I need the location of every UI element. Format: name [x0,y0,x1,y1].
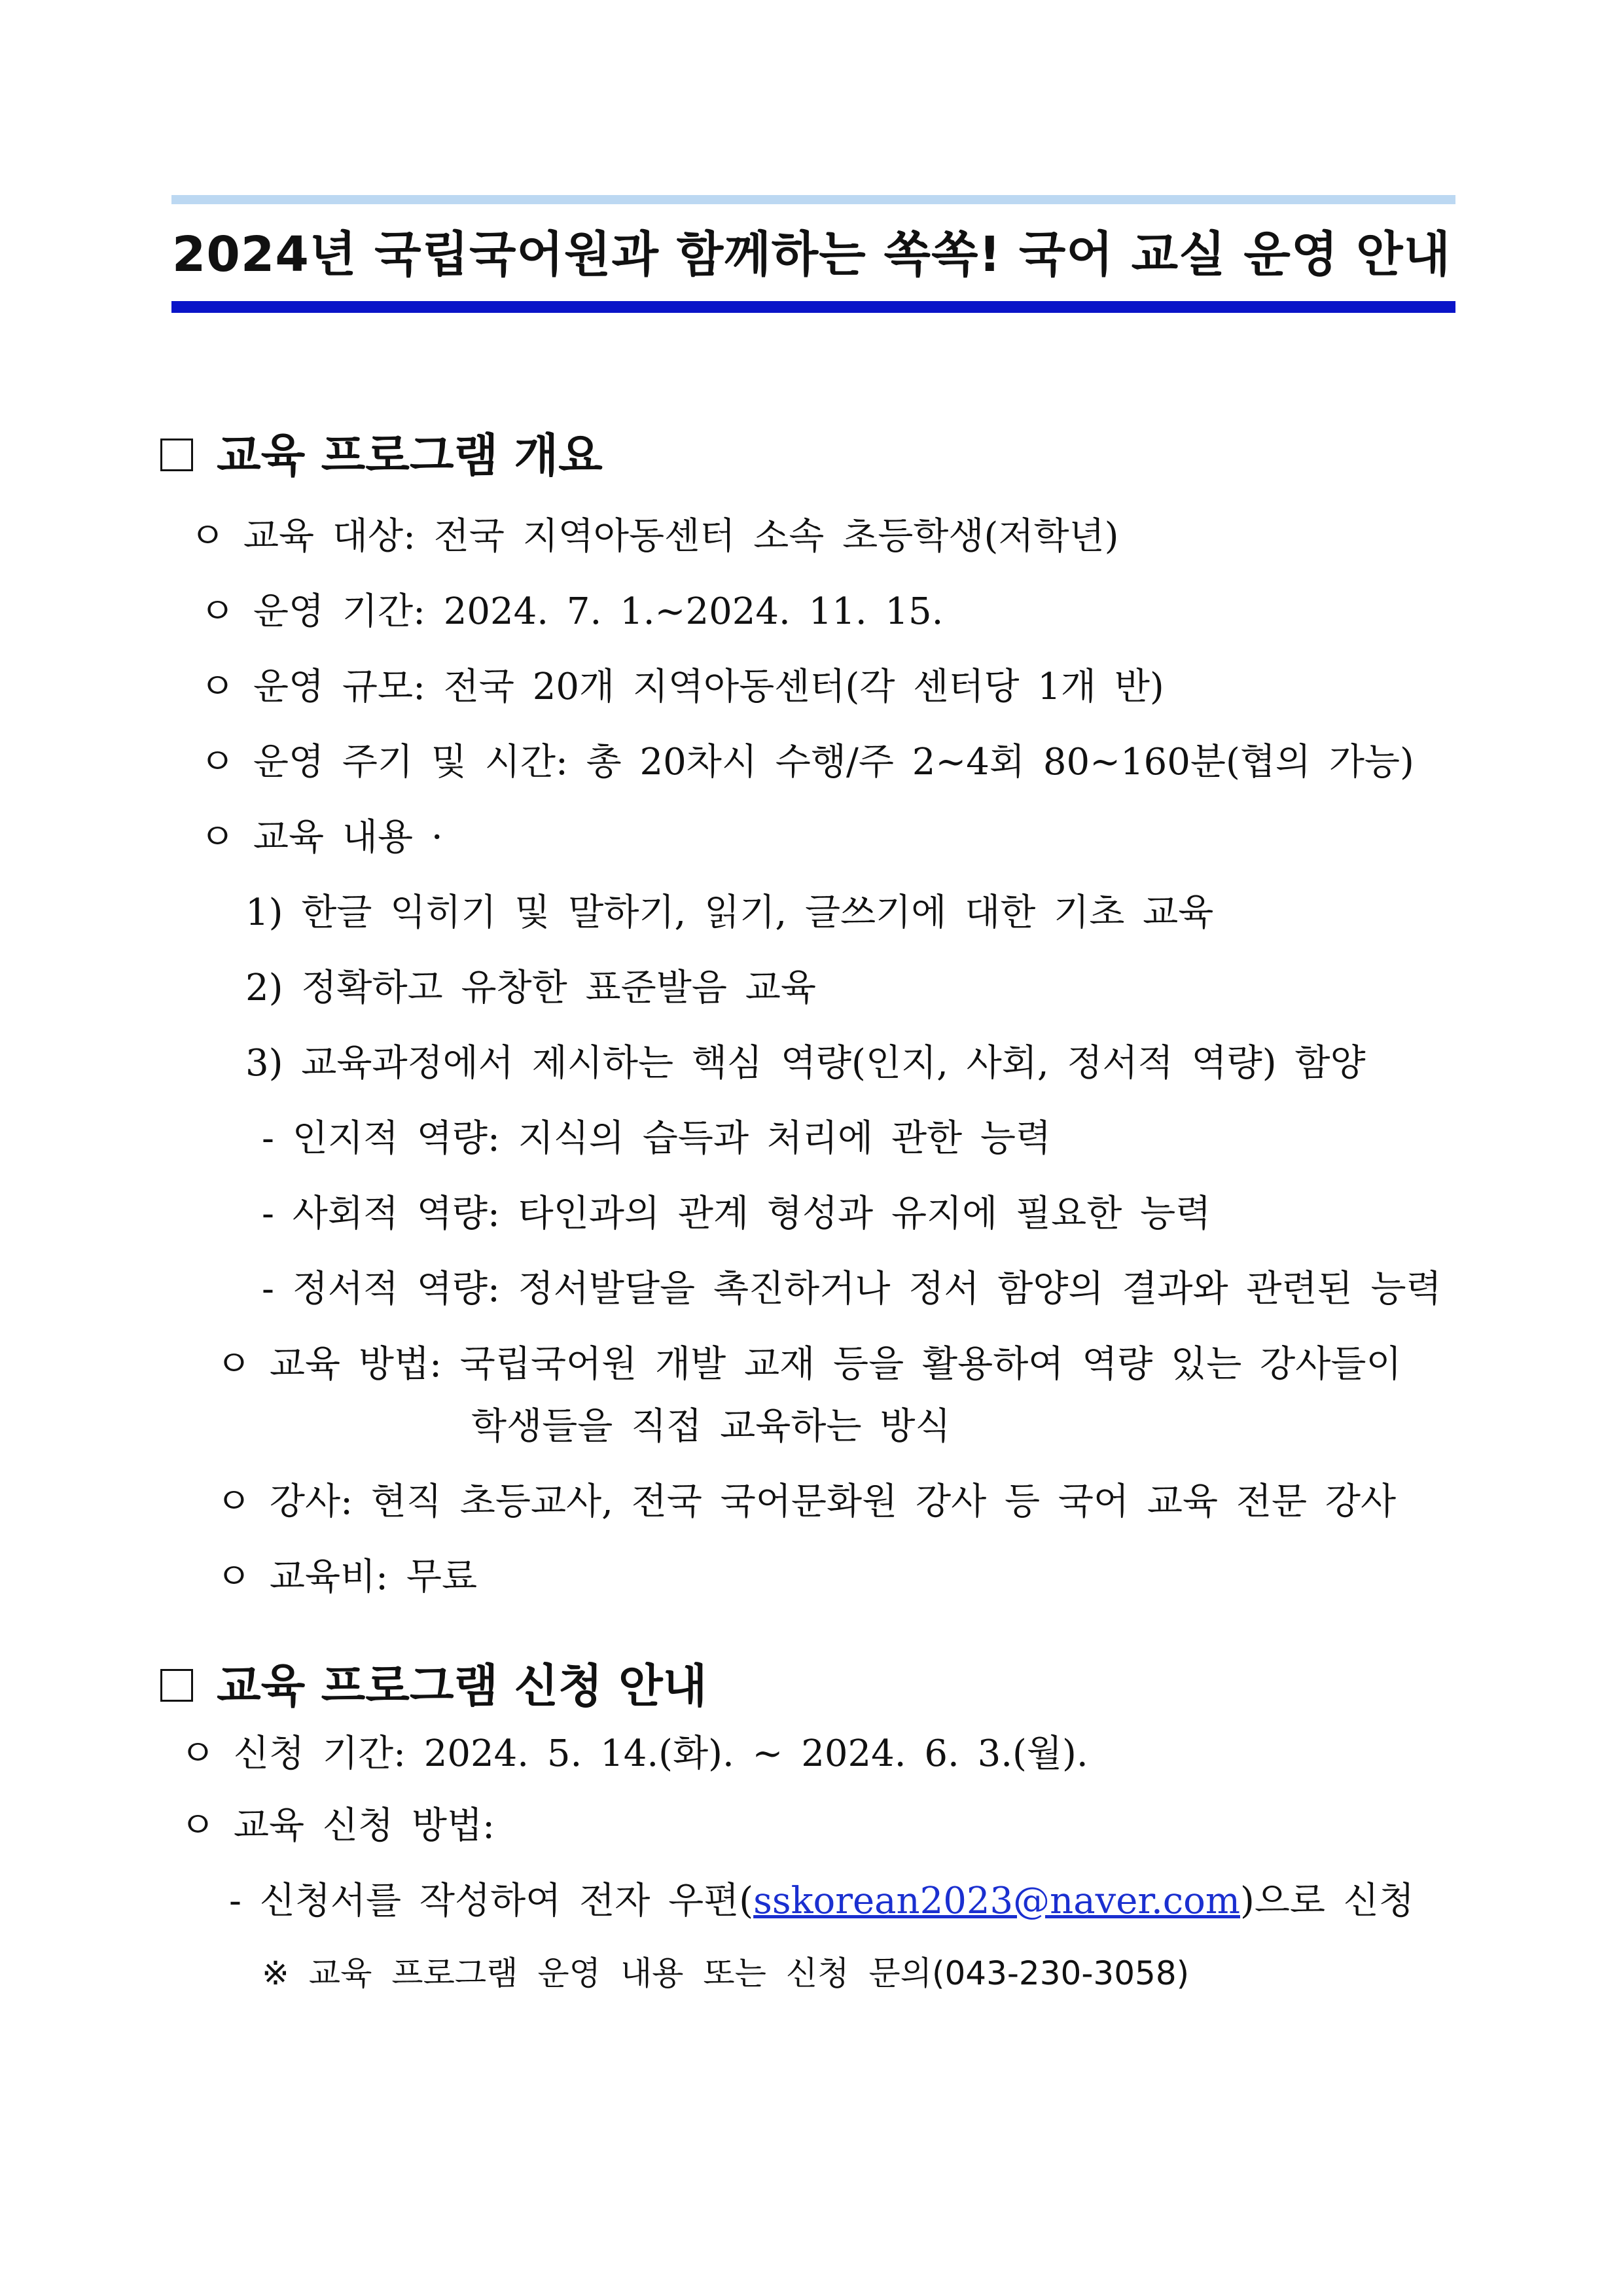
apply-prefix: - 신청서를 작성하여 전자 우편( [229,1880,754,1922]
apply-period: ㅇ 신청 기간: 2024. 5. 14.(화). ~ 2024. 6. 3.(월). [180,1732,1088,1775]
list-item-contents: ㅇ 교육 내용 · [200,816,443,859]
email-link[interactable]: sskorean2023@naver.com [753,1880,1240,1922]
section2-heading [160,1649,707,1715]
apply-instructions [229,1872,1414,1924]
content-item-3: 3) 교육과정에서 제시하는 핵심 역량(인지, 사회, 정서적 역량) 함양 [245,1042,1366,1085]
apply-suffix: )으로 신청 [1240,1880,1415,1922]
apply-method: ㅇ 교육 신청 방법: [180,1804,495,1847]
page-title: 2024년 국립국어원과 함께하는 쏙쏙! 국어 교실 운영 안내 [171,226,1452,283]
list-item-scale: ㅇ 운영 규모: 전국 20개 지역아동센터(각 센터당 1개 반) [200,666,1164,708]
list-item-instructor: ㅇ 강사: 현직 초등교사, 전국 국어문화원 강사 등 국어 교육 전문 강사 [216,1480,1397,1523]
competency-social: - 사회적 역량: 타인과의 관계 형성과 유지에 필요한 능력 [262,1193,1211,1235]
content-item-2: 2) 정확하고 유창한 표준발음 교육 [245,967,816,1009]
section2-heading-text: 교육 프로그램 신청 안내 [217,1659,707,1713]
list-item-fee: ㅇ 교육비: 무료 [216,1556,478,1598]
inquiry-note: ※ 교육 프로그램 운영 내용 또는 신청 문의(043-230-3058) [262,1954,1190,1992]
title-top-bar [171,195,1455,204]
section1-heading [160,419,603,485]
competency-cognitive: - 인지적 역량: 지식의 습득과 처리에 관한 능력 [262,1117,1052,1160]
title-bottom-bar [171,301,1455,313]
list-item-target: ㅇ 교육 대상: 전국 지역아동센터 소속 초등학생(저학년) [190,515,1119,558]
content-item-1: 1) 한글 익히기 및 말하기, 읽기, 글쓰기에 대한 기초 교육 [245,891,1214,934]
section1-heading-text: 교육 프로그램 개요 [217,429,603,482]
competency-emotional: - 정서적 역량: 정서발달을 촉진하거나 정서 함양의 결과와 관련된 능력 [262,1268,1442,1310]
checkbox-square-icon [160,439,193,471]
list-item-schedule: ㅇ 운영 주기 및 시간: 총 20차시 수행/주 2~4회 80~160분(협의 가능) [200,741,1414,783]
checkbox-square-icon [160,1669,193,1702]
list-item-method-cont: 학생들을 직접 교육하는 방식 [471,1405,951,1448]
list-item-method: ㅇ 교육 방법: 국립국어원 개발 교재 등을 활용하여 역량 있는 강사들이 [216,1343,1402,1386]
list-item-period: ㅇ 운영 기간: 2024. 7. 1.~2024. 11. 15. [200,590,944,633]
